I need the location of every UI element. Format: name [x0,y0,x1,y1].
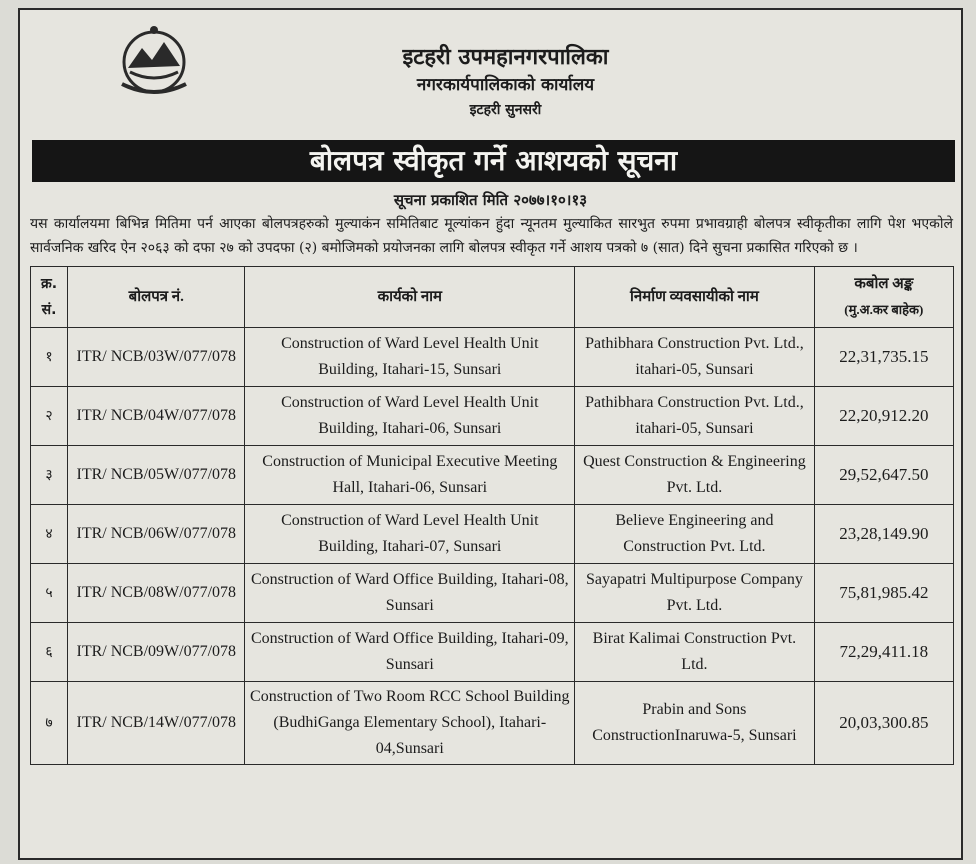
organization-name: इटहरी उपमहानगरपालिका [402,44,609,70]
table-row [31,446,954,505]
cell-work-name: Construction of Ward Level Health Unit Building, Itahari-07, Sunsari [245,505,575,564]
office-name: नगरकार्यपालिकाको कार्यालय [416,75,595,95]
cell-bid-no: ITR/ NCB/03W/077/078 [68,328,245,387]
table-row [31,564,954,623]
cell-bid-no: ITR/ NCB/08W/077/078 [68,564,245,623]
cell-contractor: Birat Kalimai Construction Pvt. Ltd. [575,623,815,682]
table-row [31,505,954,564]
cell-bid-no: ITR/ NCB/04W/077/078 [68,387,245,446]
cell-bid-no: ITR/ NCB/09W/077/078 [68,623,245,682]
notice-header [20,10,961,140]
cell-amount: 20,03,300.85 [814,682,953,765]
header-sn: क्र. सं. [31,267,68,328]
cell-bid-no: ITR/ NCB/14W/077/078 [68,682,245,765]
header-amount [814,267,953,328]
cell-work-name: Construction of Municipal Executive Meeting Hall, Itahari-06, Sunsari [245,446,575,505]
cell-work-name: Construction of Ward Level Health Unit Building, Itahari-15, Sunsari [245,328,575,387]
cell-amount: 22,31,735.15 [814,328,953,387]
notice-title-banner: बोलपत्र स्वीकृत गर्ने आशयको सूचना [32,140,955,182]
cell-amount: 72,29,411.18 [814,623,953,682]
header-amount-note: (मु.अ.कर बाहेक) [844,302,924,317]
cell-contractor: Pathibhara Construction Pvt. Ltd., itahari-05, Sunsari [575,387,815,446]
header-contractor: निर्माण व्यवसायीको नाम [575,267,815,328]
cell-amount: 75,81,985.42 [814,564,953,623]
cell-work-name: Construction of Two Room RCC School Building (BudhiGanga Elementary School), Itahari-04,Sunsari [245,682,575,765]
cell-contractor: Believe Engineering and Construction Pvt. Ltd. [575,505,815,564]
cell-bid-no: ITR/ NCB/06W/077/078 [68,505,245,564]
cell-sn: २ [31,387,68,446]
cell-amount: 23,28,149.90 [814,505,953,564]
cell-bid-no: ITR/ NCB/05W/077/078 [68,446,245,505]
cell-work-name: Construction of Ward Level Health Unit Building, Itahari-06, Sunsari [245,387,575,446]
notice-page [18,8,963,860]
cell-contractor: Prabin and Sons ConstructionInaruwa-5, Sunsari [575,682,815,765]
bid-table [30,266,954,765]
cell-contractor: Quest Construction & Engineering Pvt. Ltd. [575,446,815,505]
cell-sn: ६ [31,623,68,682]
cell-sn: ३ [31,446,68,505]
table-row [31,387,954,446]
cell-work-name: Construction of Ward Office Building, Itahari-09, Sunsari [245,623,575,682]
cell-contractor: Sayapatri Multipurpose Company Pvt. Ltd. [575,564,815,623]
table-row [31,623,954,682]
office-location: इटहरी सुनसरी [469,102,542,118]
cell-sn: ४ [31,505,68,564]
cell-sn: ७ [31,682,68,765]
table-row [31,682,954,765]
table-header-row [31,267,954,328]
notice-intro-text: यस कार्यालयमा बिभिन्न मितिमा पर्न आएका बोलपत्रहरुको मुल्याकंन समितिबाट मूल्यांकन हुंदा न्यूनतम मुल्याकित सारभुत रुपमा प्रभावग्राही बोलपत्र स्वीकृतीका लागि पेश भएकोले सार्वजनिक खरिद ऐन २०६३ को दफा २७ को उपदफा (२) बमोजिमको प्रयोजनका लागि बोलपत्र स्वीकृत गर्ने आशय पत्रको ७ (सात) दिने सुचना प्रकासित गरिएको छ । [30,216,953,256]
header-bid-no: बोलपत्र नं. [68,267,245,328]
header-amount-label: कबोल अङ्क [854,276,914,292]
cell-work-name: Construction of Ward Office Building, Itahari-08, Sunsari [245,564,575,623]
header-work-name: कार्यको नाम [245,267,575,328]
publish-date: सूचना प्रकाशित मिति २०७७।१०।१३ [393,191,588,209]
cell-sn: ५ [31,564,68,623]
table-row [31,328,954,387]
cell-amount: 29,52,647.50 [814,446,953,505]
cell-sn: १ [31,328,68,387]
cell-contractor: Pathibhara Construction Pvt. Ltd., itahari-05, Sunsari [575,328,815,387]
cell-amount: 22,20,912.20 [814,387,953,446]
